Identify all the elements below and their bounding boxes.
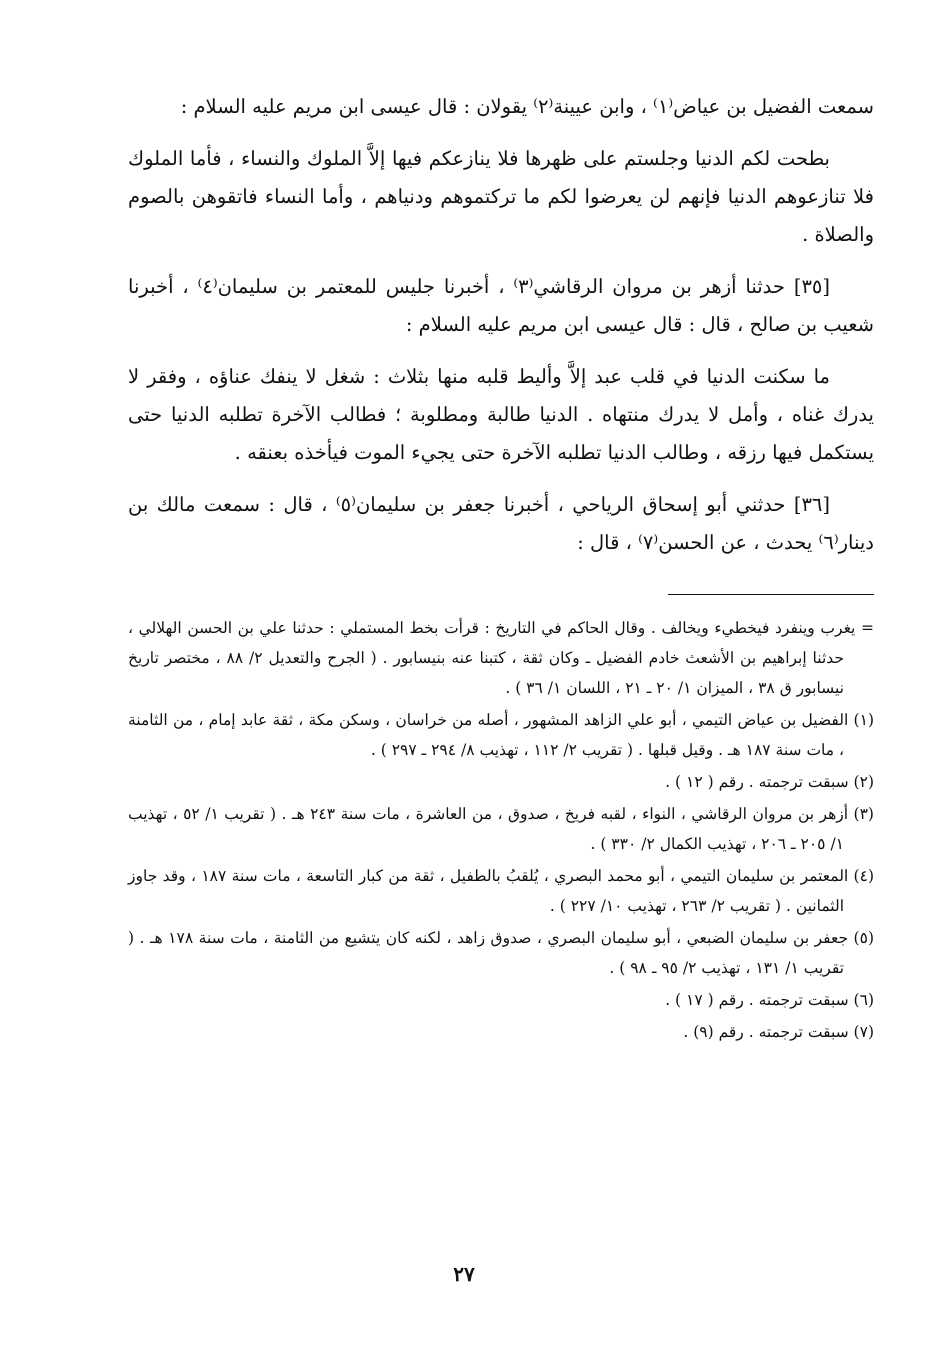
page-number: ٢٧ (453, 1262, 475, 1286)
paragraph-hadith-35: [٣٥] حدثنا أزهر بن مروان الرقاشي⁽٣⁾ ، أخبرنا جليس للمعتمر بن سليمان⁽٤⁾ ، أخبرنا شعيب بن صالح ، قال : قال عيسى ابن مريم عليه السلام : (128, 275, 874, 336)
footnote-separator (668, 594, 874, 595)
paragraph-hadith-36: [٣٦] حدثني أبو إسحاق الرياحي ، أخبرنا جعفر بن سليمان⁽٥⁾ ، قال : سمعت مالك بن دينار⁽٦⁾ يحدث ، عن الحسن⁽٧⁾ ، قال : (128, 493, 874, 554)
main-text (128, 88, 874, 562)
page-content (128, 88, 874, 1047)
footnote-7: (٧) سبقت ترجمته . رقم (٩) . (683, 1023, 874, 1041)
footnote-continuation: = يغرب وينفرد فيخطيء ويخالف . وقال الحاكم في التاريخ : قرأت بخط المستملي : حدثنا علي بن الحسن الهلالي ، حدثنا إبراهيم بن الأشعث خادم الفضيل ـ وكان ثقة ، كتبنا عنه بنيسابور . ( الجرح والتعديل ٢/ ٨٨ ، مختصر تاريخ نيسابور ق ٣٨ ، الميزان ١/ ٢٠ ـ ٢١ ، اللسان ١/ ٣٦ ) . (128, 619, 874, 697)
footnote-4: (٤) المعتمر بن سليمان التيمي ، أبو محمد البصري ، يُلقبُ بالطفيل ، ثقة من كبار التاسعة ، مات سنة ١٨٧ ، وقد جاوز الثمانين . ( تقريب ٢/ ٢٦٣ ، تهذيب ١٠/ ٢٢٧ ) . (128, 867, 874, 915)
footnote-6: (٦) سبقت ترجمته . رقم ( ١٧ ) . (665, 991, 874, 1009)
footnote-1: (١) الفضيل بن عياض التيمي ، أبو علي الزاهد المشهور ، أصله من خراسان ، وسكن مكة ، ثقة عابد إمام ، من الثامنة ، مات سنة ١٨٧ هـ . وقيل قبلها . ( تقريب ٢/ ١١٢ ، تهذيب ٨/ ٢٩٤ ـ ٢٩٧ ) . (128, 711, 874, 759)
footnotes (128, 613, 874, 1047)
footnote-5: (٥) جعفر بن سليمان الضبعي ، أبو سليمان البصري ، صدوق زاهد ، لكنه كان يتشيع من الثامنة ، مات سنة ١٧٨ هـ . ( تقريب ١/ ١٣١ ، تهذيب ٢/ ٩٥ ـ ٩٨ ) . (128, 929, 874, 977)
paragraph-4: ما سكنت الدنيا في قلب عبد إلاَّ وأليط قلبه منها بثلاث : شغل لا ينفك عناؤه ، وفقر لا يدرك غناه ، وأمل لا يدرك منتهاه . الدنيا طالبة ومطلوبة ؛ فطالب الآخرة تطلبه الدنيا حتى يستكمل فيها رزقه ، وطالب الدنيا تطلبه الآخرة حتى يجيء الموت فيأخذه بعنقه . (128, 365, 874, 464)
footnote-3: (٣) أزهر بن مروان الرقاشي ، النواء ، لقبه فريخ ، صدوق ، من العاشرة ، مات سنة ٢٤٣ هـ . ( تقريب ١/ ٥٢ ، تهذيب ١/ ٢٠٥ ـ ٢٠٦ ، تهذيب الكمال ٢/ ٣٣٠ ) . (128, 805, 874, 853)
paragraph-1: سمعت الفضيل بن عياض⁽١⁾ ، وابن عيينة⁽٢⁾ يقولان : قال عيسى ابن مريم عليه السلام : (180, 95, 874, 118)
paragraph-2: بطحت لكم الدنيا وجلستم على ظهرها فلا ينازعكم فيها إلاَّ الملوك والنساء ، فأما الملوك فلا تنازعوهم الدنيا فإنهم لن يعرضوا لكم ما تركتموهم ودنياهم ، وأما النساء فاتقوهن بالصوم والصلاة . (128, 147, 874, 246)
footnote-2: (٢) سبقت ترجمته . رقم ( ١٢ ) . (665, 773, 874, 791)
